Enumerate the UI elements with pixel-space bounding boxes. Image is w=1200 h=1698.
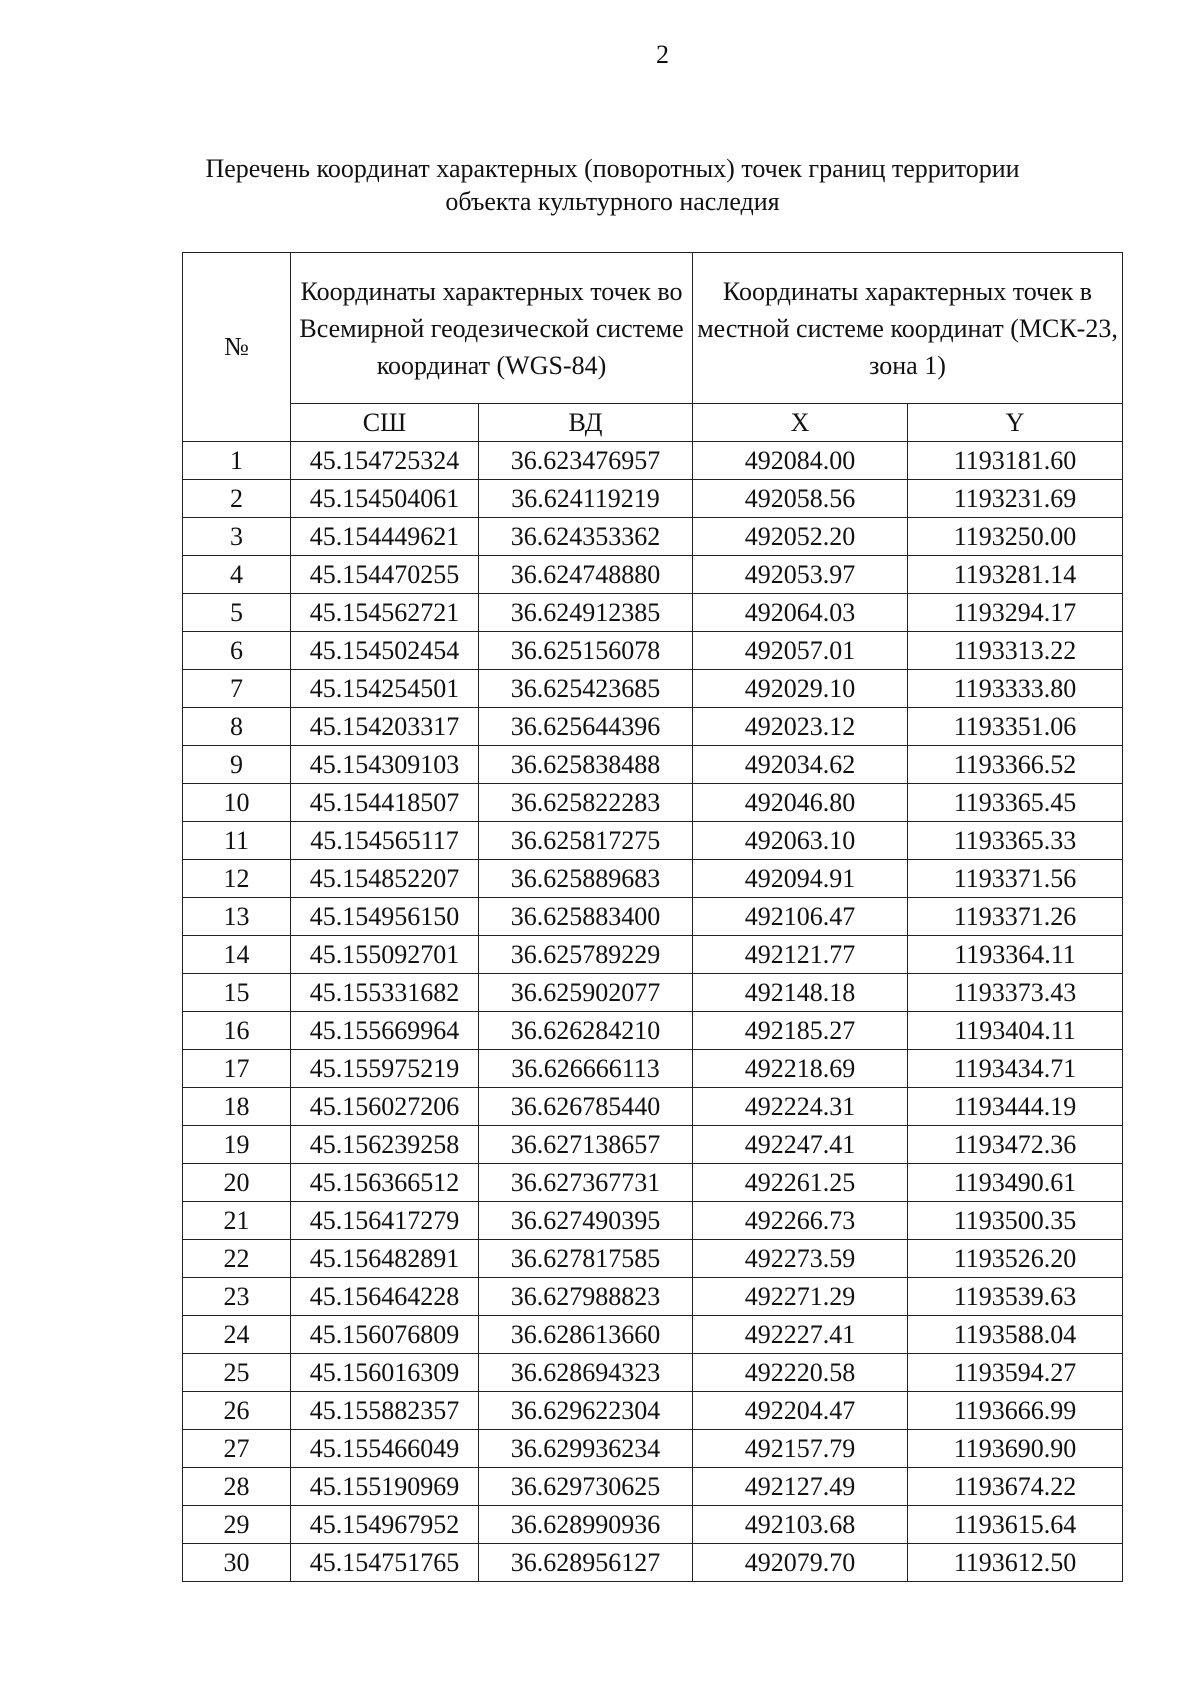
x-cell: 492261.25 (693, 1164, 908, 1202)
latitude-cell: 45.154504061 (291, 480, 479, 518)
longitude-cell: 36.625644396 (479, 708, 693, 746)
point-number-cell: 29 (183, 1506, 291, 1544)
table-row (183, 1088, 1123, 1126)
x-cell: 492148.18 (693, 974, 908, 1012)
x-cell: 492127.49 (693, 1468, 908, 1506)
longitude-cell: 36.623476957 (479, 442, 693, 480)
point-number-cell: 9 (183, 746, 291, 784)
table-row (183, 1392, 1123, 1430)
y-cell: 1193365.33 (908, 822, 1123, 860)
point-number-cell: 20 (183, 1164, 291, 1202)
table-row (183, 1050, 1123, 1088)
longitude-cell: 36.628613660 (479, 1316, 693, 1354)
longitude-cell: 36.627367731 (479, 1164, 693, 1202)
x-cell: 492064.03 (693, 594, 908, 632)
point-number-cell: 4 (183, 556, 291, 594)
longitude-cell: 36.624912385 (479, 594, 693, 632)
y-cell: 1193281.14 (908, 556, 1123, 594)
table-row (183, 1202, 1123, 1240)
point-number-cell: 11 (183, 822, 291, 860)
header-y: Y (908, 404, 1123, 442)
table-row (183, 442, 1123, 480)
latitude-cell: 45.154956150 (291, 898, 479, 936)
latitude-cell: 45.154254501 (291, 670, 479, 708)
longitude-cell: 36.626666113 (479, 1050, 693, 1088)
latitude-cell: 45.154751765 (291, 1544, 479, 1582)
point-number-cell: 8 (183, 708, 291, 746)
table-row (183, 1468, 1123, 1506)
point-number-cell: 30 (183, 1544, 291, 1582)
page-number: 2 (656, 40, 669, 69)
y-cell: 1193250.00 (908, 518, 1123, 556)
point-number-cell: 18 (183, 1088, 291, 1126)
x-cell: 492052.20 (693, 518, 908, 556)
y-cell: 1193371.56 (908, 860, 1123, 898)
latitude-cell: 45.156464228 (291, 1278, 479, 1316)
latitude-cell: 45.155331682 (291, 974, 479, 1012)
latitude-cell: 45.156417279 (291, 1202, 479, 1240)
table-row (183, 708, 1123, 746)
latitude-cell: 45.154449621 (291, 518, 479, 556)
longitude-cell: 36.626785440 (479, 1088, 693, 1126)
x-cell: 492121.77 (693, 936, 908, 974)
x-cell: 492084.00 (693, 442, 908, 480)
x-cell: 492185.27 (693, 1012, 908, 1050)
latitude-cell: 45.156076809 (291, 1316, 479, 1354)
table-row (183, 936, 1123, 974)
longitude-cell: 36.624353362 (479, 518, 693, 556)
longitude-cell: 36.625902077 (479, 974, 693, 1012)
point-number-cell: 17 (183, 1050, 291, 1088)
point-number-cell: 14 (183, 936, 291, 974)
point-number-cell: 27 (183, 1430, 291, 1468)
point-number-cell: 19 (183, 1126, 291, 1164)
table-row (183, 594, 1123, 632)
longitude-cell: 36.624748880 (479, 556, 693, 594)
y-cell: 1193313.22 (908, 632, 1123, 670)
latitude-cell: 45.155092701 (291, 936, 479, 974)
x-cell: 492220.58 (693, 1354, 908, 1392)
x-cell: 492106.47 (693, 898, 908, 936)
y-cell: 1193500.35 (908, 1202, 1123, 1240)
y-cell: 1193539.63 (908, 1278, 1123, 1316)
x-cell: 492103.68 (693, 1506, 908, 1544)
document-title: Перечень координат характерных (поворотных) точек границ территории объекта культурного наследия (205, 154, 1020, 216)
point-number-cell: 22 (183, 1240, 291, 1278)
x-cell: 492247.41 (693, 1126, 908, 1164)
table-row (183, 1278, 1123, 1316)
longitude-cell: 36.629730625 (479, 1468, 693, 1506)
point-number-cell: 6 (183, 632, 291, 670)
table-row (183, 480, 1123, 518)
latitude-cell: 45.154565117 (291, 822, 479, 860)
point-number-cell: 3 (183, 518, 291, 556)
header-x: X (693, 404, 908, 442)
longitude-cell: 36.625156078 (479, 632, 693, 670)
y-cell: 1193615.64 (908, 1506, 1123, 1544)
longitude-cell: 36.628990936 (479, 1506, 693, 1544)
table-row (183, 1544, 1123, 1582)
y-cell: 1193373.43 (908, 974, 1123, 1012)
table-row (183, 898, 1123, 936)
x-cell: 492266.73 (693, 1202, 908, 1240)
table-row (183, 1240, 1123, 1278)
y-cell: 1193351.06 (908, 708, 1123, 746)
x-cell: 492057.01 (693, 632, 908, 670)
longitude-cell: 36.625423685 (479, 670, 693, 708)
point-number-cell: 1 (183, 442, 291, 480)
x-cell: 492224.31 (693, 1088, 908, 1126)
table-row (183, 670, 1123, 708)
table-body (183, 442, 1123, 1582)
latitude-cell: 45.154470255 (291, 556, 479, 594)
header-msk23-group: Координаты характерных точек в местной системе координат (МСК-23, зона 1) (693, 253, 1123, 404)
table-row (183, 1430, 1123, 1468)
table-row (183, 1126, 1123, 1164)
longitude-cell: 36.629936234 (479, 1430, 693, 1468)
latitude-cell: 45.155466049 (291, 1430, 479, 1468)
latitude-cell: 45.154967952 (291, 1506, 479, 1544)
longitude-cell: 36.627490395 (479, 1202, 693, 1240)
longitude-cell: 36.625889683 (479, 860, 693, 898)
x-cell: 492227.41 (693, 1316, 908, 1354)
header-latitude: СШ (291, 404, 479, 442)
latitude-cell: 45.156016309 (291, 1354, 479, 1392)
y-cell: 1193434.71 (908, 1050, 1123, 1088)
longitude-cell: 36.629622304 (479, 1392, 693, 1430)
header-number: № (183, 253, 291, 442)
point-number-cell: 24 (183, 1316, 291, 1354)
latitude-cell: 45.156239258 (291, 1126, 479, 1164)
y-cell: 1193444.19 (908, 1088, 1123, 1126)
y-cell: 1193333.80 (908, 670, 1123, 708)
y-cell: 1193366.52 (908, 746, 1123, 784)
x-cell: 492079.70 (693, 1544, 908, 1582)
longitude-cell: 36.625817275 (479, 822, 693, 860)
latitude-cell: 45.155882357 (291, 1392, 479, 1430)
x-cell: 492046.80 (693, 784, 908, 822)
y-cell: 1193526.20 (908, 1240, 1123, 1278)
table-row (183, 632, 1123, 670)
y-cell: 1193404.11 (908, 1012, 1123, 1050)
y-cell: 1193365.45 (908, 784, 1123, 822)
x-cell: 492157.79 (693, 1430, 908, 1468)
longitude-cell: 36.627988823 (479, 1278, 693, 1316)
longitude-cell: 36.625883400 (479, 898, 693, 936)
x-cell: 492034.62 (693, 746, 908, 784)
longitude-cell: 36.625822283 (479, 784, 693, 822)
latitude-cell: 45.155190969 (291, 1468, 479, 1506)
longitude-cell: 36.624119219 (479, 480, 693, 518)
longitude-cell: 36.625838488 (479, 746, 693, 784)
point-number-cell: 26 (183, 1392, 291, 1430)
y-cell: 1193371.26 (908, 898, 1123, 936)
latitude-cell: 45.154309103 (291, 746, 479, 784)
point-number-cell: 2 (183, 480, 291, 518)
y-cell: 1193472.36 (908, 1126, 1123, 1164)
table-row (183, 1012, 1123, 1050)
x-cell: 492063.10 (693, 822, 908, 860)
table-row (183, 1164, 1123, 1202)
table-row (183, 784, 1123, 822)
point-number-cell: 10 (183, 784, 291, 822)
latitude-cell: 45.156027206 (291, 1088, 479, 1126)
y-cell: 1193666.99 (908, 1392, 1123, 1430)
y-cell: 1193690.90 (908, 1430, 1123, 1468)
table-row (183, 746, 1123, 784)
table-row (183, 860, 1123, 898)
x-cell: 492023.12 (693, 708, 908, 746)
latitude-cell: 45.154418507 (291, 784, 479, 822)
y-cell: 1193364.11 (908, 936, 1123, 974)
table-row (183, 822, 1123, 860)
x-cell: 492094.91 (693, 860, 908, 898)
longitude-cell: 36.626284210 (479, 1012, 693, 1050)
y-cell: 1193594.27 (908, 1354, 1123, 1392)
x-cell: 492204.47 (693, 1392, 908, 1430)
header-wgs84-group: Координаты характерных точек во Всемирной геодезической системе координат (WGS-84) (291, 253, 693, 404)
table-row (183, 1354, 1123, 1392)
x-cell: 492218.69 (693, 1050, 908, 1088)
point-number-cell: 5 (183, 594, 291, 632)
coordinates-table (182, 252, 1123, 1582)
x-cell: 492053.97 (693, 556, 908, 594)
longitude-cell: 36.628694323 (479, 1354, 693, 1392)
latitude-cell: 45.154725324 (291, 442, 479, 480)
latitude-cell: 45.154562721 (291, 594, 479, 632)
point-number-cell: 15 (183, 974, 291, 1012)
latitude-cell: 45.155975219 (291, 1050, 479, 1088)
latitude-cell: 45.156482891 (291, 1240, 479, 1278)
latitude-cell: 45.154502454 (291, 632, 479, 670)
longitude-cell: 36.627817585 (479, 1240, 693, 1278)
latitude-cell: 45.156366512 (291, 1164, 479, 1202)
point-number-cell: 28 (183, 1468, 291, 1506)
table-row (183, 556, 1123, 594)
y-cell: 1193231.69 (908, 480, 1123, 518)
point-number-cell: 7 (183, 670, 291, 708)
header-longitude: ВД (479, 404, 693, 442)
point-number-cell: 25 (183, 1354, 291, 1392)
latitude-cell: 45.154203317 (291, 708, 479, 746)
latitude-cell: 45.155669964 (291, 1012, 479, 1050)
longitude-cell: 36.627138657 (479, 1126, 693, 1164)
table-row (183, 518, 1123, 556)
table-row (183, 974, 1123, 1012)
y-cell: 1193612.50 (908, 1544, 1123, 1582)
longitude-cell: 36.628956127 (479, 1544, 693, 1582)
point-number-cell: 13 (183, 898, 291, 936)
y-cell: 1193490.61 (908, 1164, 1123, 1202)
y-cell: 1193294.17 (908, 594, 1123, 632)
point-number-cell: 16 (183, 1012, 291, 1050)
x-cell: 492029.10 (693, 670, 908, 708)
latitude-cell: 45.154852207 (291, 860, 479, 898)
point-number-cell: 21 (183, 1202, 291, 1240)
table-row (183, 1506, 1123, 1544)
longitude-cell: 36.625789229 (479, 936, 693, 974)
table-row (183, 1316, 1123, 1354)
x-cell: 492273.59 (693, 1240, 908, 1278)
point-number-cell: 23 (183, 1278, 291, 1316)
y-cell: 1193674.22 (908, 1468, 1123, 1506)
point-number-cell: 12 (183, 860, 291, 898)
y-cell: 1193588.04 (908, 1316, 1123, 1354)
y-cell: 1193181.60 (908, 442, 1123, 480)
x-cell: 492058.56 (693, 480, 908, 518)
x-cell: 492271.29 (693, 1278, 908, 1316)
